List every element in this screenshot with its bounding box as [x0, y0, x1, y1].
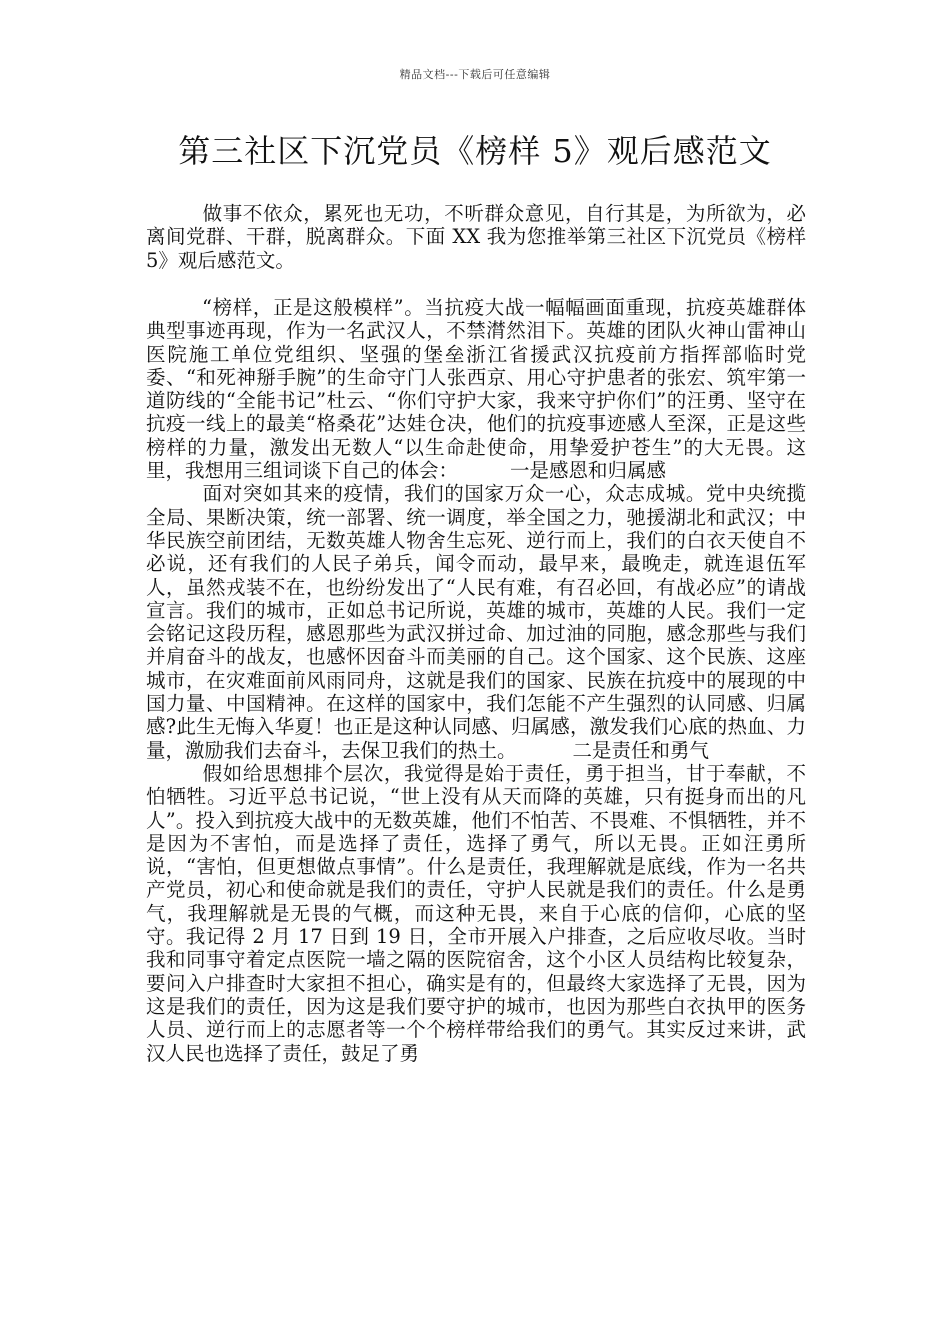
section3-paragraph: 假如给思想排个层次，我觉得是始于责任，勇于担当，甘于奉献，不怕牺牲。习近平总书记说，“世上没有从天而降的英雄，只有挺身而出的凡人”。投入到抗疫大战中的无数英雄，他们不怕苦、不畏难、不惧牺牲，并不是因为不害怕，而是选择了责任，选择了勇气，所以无畏。正如汪勇所说，“害怕，但更想做点事情”。什么是责任，我理解就是底线，作为一名共产党员，初心和使命就是我们的责任，守护人民就是我们的责任。什么是勇气，我理解就是无畏的气概，而这种无畏，来自于心底的信仰，心底的坚守。我记得 2 月 17 日到 19 日，全市开展入户排查，之后应收尽收。当时我和同事守着定点医院一墙之隔的医院宿舍，这个小区人员结构比较复杂，要问入户排查时大家担不担心，确实是有的，但最终大家选择了无畏，因为这是我们的责任，因为这是我们要守护的城市，也因为那些白衣执甲的医务人员、逆行而上的志愿者等一个个榜样带给我们的勇气。其实反过来讲，武汉人民也选择了责任，鼓足了勇	[146, 761, 806, 1065]
main-text	[146, 296, 806, 1065]
document-title: 第三社区下沉党员《榜样 5》观后感范文	[178, 132, 772, 170]
section1-heading: 一是感恩和归属感	[510, 459, 667, 483]
page-header: 精品文档---下载后可任意编辑	[399, 68, 551, 81]
section2-paragraph: 面对突如其来的疫情，我们的国家万众一心，众志成城。党中央统揽全局、果断决策，统一部署、统一调度，举全国之力，驰援湖北和武汉；中华民族空前团结，无数英雄人物舍生忘死、逆行而上，我们的白衣天使自不必说，还有我们的人民子弟兵，闻令而动，最早来，最晚走，就连退伍军人，虽然戎装不在，也纷纷发出了“人民有难，有召必回，有战必应”的请战宣言。我们的城市，正如总书记所说，英雄的城市，英雄的人民。我们一定会铭记这段历程，感恩那些为武汉拼过命、加过油的同胞，感念那些与我们并肩奋斗的战友，也感怀因奋斗而美丽的自己。这个国家、这个民族、这座城市，在灾难面前风雨同舟，这就是我们的国家、民族在抗疫中的展现的中国力量、中国精神。在这样的国家中，我们怎能不产生强烈的认同感、归属感?此生无悔入华夏！也正是这种认同感、归属感，激发我们心底的热血、力量，激励我们去奋斗，去保卫我们的热土。	[146, 482, 806, 762]
section1-paragraph: “榜样，正是这般模样”。当抗疫大战一幅幅画面重现，抗疫英雄群体典型事迹再现，作为一名武汉人，不禁潸然泪下。英雄的团队火神山雷神山医院施工单位党组织、坚强的堡垒浙江省援武汉抗疫前方指挥部临时党委、“和死神掰手腕”的生命守门人张西京、用心守护患者的张宏、筑牢第一道防线的“全能书记”杜云、“你们守护大家，我来守护你们”的汪勇、坚守在抗疫一线上的最美“格桑花”达娃仓决，他们的抗疫事迹感人至深，正是这些榜样的力量，激发出无数人“以生命赴使命，用挚爱护苍生”的大无畏。这里，我想用三组词谈下自己的体会：	[146, 296, 806, 483]
section2-heading: 二是责任和勇气	[572, 738, 710, 762]
intro-paragraph	[146, 202, 806, 272]
intro-text: 做事不依众，累死也无功，不听群众意见，自行其是，为所欲为，必离间党群、干群，脱离群众。下面 XX 我为您推举第三社区下沉党员《榜样 5》观后感范文。	[146, 202, 806, 272]
